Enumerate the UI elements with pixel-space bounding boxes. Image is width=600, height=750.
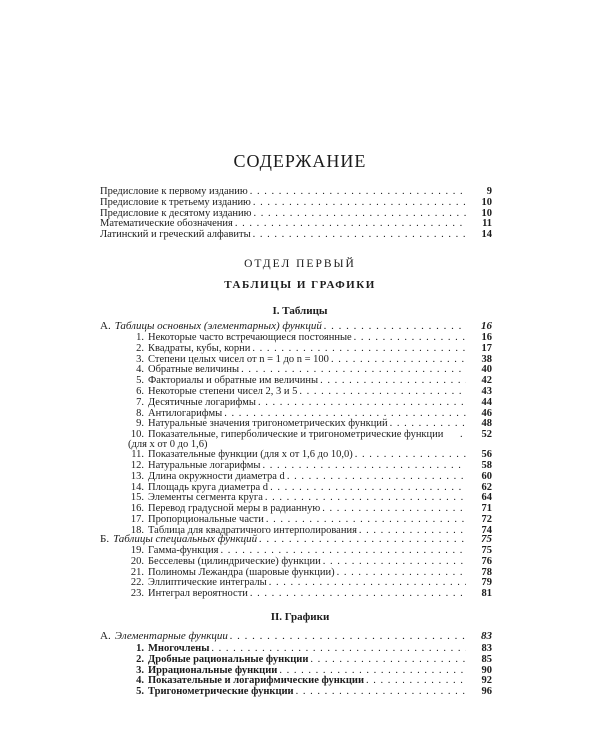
toc-entry[interactable]: 19. Гамма-функция . . . 75: [100, 546, 492, 557]
section-heading: [100, 319, 492, 333]
graph-list: [100, 644, 492, 698]
toc-entry[interactable]: 16. Перевод градусной меры в радианную . . . 71: [100, 504, 492, 515]
entry-text: Натуральные логарифмы: [148, 459, 261, 471]
section-entry[interactable]: [100, 532, 492, 546]
entry-page: 43: [481, 385, 492, 397]
entry-text: Полиномы Лежандра (шаровые функции): [148, 566, 335, 578]
toc-entry[interactable]: 13. Длина окружности диаметра d . . . 60: [100, 472, 492, 483]
section-entry[interactable]: [100, 629, 492, 643]
entry-page: 76: [481, 555, 492, 567]
entry-page: 83: [481, 630, 492, 642]
entry-text: Квадраты, кубы, корни: [148, 342, 251, 354]
section-entry[interactable]: [100, 319, 492, 333]
part-title: ТАБЛИЦЫ И ГРАФИКИ: [224, 279, 376, 291]
entry-page: 85: [481, 653, 492, 665]
entry-page: 92: [481, 675, 492, 687]
entry-page: 10: [481, 207, 492, 219]
entry-text: Иррациональные функции: [148, 664, 278, 676]
table-list: [100, 333, 492, 537]
entry-page: 38: [481, 353, 492, 365]
section-heading: [100, 532, 492, 546]
toc-entry[interactable]: 3. Иррациональные функции . . . 90: [100, 666, 492, 677]
toc-entry[interactable]: 5. Тригонометрические функции . . . 96: [100, 687, 492, 698]
toc-entry[interactable]: 3. Степени целых чисел от n = 1 до n = 100 . . . 38: [100, 355, 492, 366]
page-title: СОДЕРЖАНИЕ: [233, 151, 367, 171]
toc-entry[interactable]: [100, 198, 492, 209]
entry-text: Показательные, гиперболические и тригонометрические функции (для x от 0 до 1,6): [128, 429, 444, 451]
entry-text: Интеграл вероятности: [148, 588, 248, 600]
toc-entry[interactable]: 8. Антилогарифмы . . . 46: [100, 409, 492, 420]
entry-page: 83: [481, 643, 492, 654]
entry-text: Некоторые часто встречающиеся постоянные: [148, 332, 352, 343]
entry-text: Обратные величины: [148, 364, 240, 376]
entry-text: Предисловие к третьему изданию: [100, 196, 251, 208]
toc-entry[interactable]: 12. Натуральные логарифмы . . . 58: [100, 461, 492, 472]
entry-text: Математические обозначения: [100, 218, 233, 230]
toc-entry[interactable]: 4. Показательные и логарифмические функции . . . 92: [100, 676, 492, 687]
section-title: Элементарные функции: [114, 630, 228, 642]
toc-entry[interactable]: 15. Элементы сегмента круга . . . 64: [100, 493, 492, 504]
entry-text: Некоторые степени чисел 2, 3 и 5: [148, 385, 298, 397]
entry-text: Длина окружности диаметра d: [148, 470, 285, 482]
entry-text: Дробные рациональные функции: [148, 653, 309, 665]
section-letter: А.: [100, 630, 111, 642]
entry-page: 9: [486, 186, 492, 197]
chapter-title: I. Таблицы: [272, 305, 328, 317]
toc-entry[interactable]: 23. Интеграл вероятности . . . 81: [100, 589, 492, 600]
entry-text: Предисловие к десятому изданию: [100, 207, 252, 219]
entry-page: 78: [481, 566, 492, 578]
toc-entry[interactable]: 20. Бесселевы (цилиндрические) функции . . . 76: [100, 557, 492, 568]
entry-page: 75: [481, 545, 492, 556]
entry-page: 90: [481, 664, 492, 676]
toc-entry[interactable]: 1. Некоторые часто встречающиеся постоянные . . . 16: [100, 333, 492, 344]
entry-text: Таблица для квадратичного интерполирования: [148, 524, 357, 536]
entry-text: Показательные и логарифмические функции: [148, 675, 364, 687]
entry-text: Перевод градусной меры в радианную: [148, 503, 321, 515]
entry-text: Предисловие к первому изданию: [100, 186, 248, 197]
toc-entry[interactable]: 2. Дробные рациональные функции . . . 85: [100, 655, 492, 666]
entry-text: Многочлены: [148, 643, 210, 654]
entry-page: 16: [481, 332, 492, 343]
section-title: Таблицы специальных функций: [113, 533, 258, 545]
toc-entry[interactable]: 17. Пропорциональные части . . . 72: [100, 515, 492, 526]
toc-entry[interactable]: 4. Обратные величины . . . 40: [100, 365, 492, 376]
entry-page: 74: [481, 524, 492, 536]
toc-entry[interactable]: 14. Площадь круга диаметра d . . . 62: [100, 483, 492, 494]
toc-entry[interactable]: 11. Показательные функции (для x от 1,6 до 10,0) . . . 56: [100, 450, 492, 461]
toc-entry[interactable]: 5. Факториалы и обратные им величины . . . 42: [100, 376, 492, 387]
part-name: ОТДЕЛ ПЕРВЫЙ: [244, 258, 356, 270]
entry-page: 17: [481, 342, 492, 354]
section-letter: Б.: [100, 533, 110, 545]
chapter-title: II. Графики: [270, 611, 330, 623]
entry-page: 96: [481, 686, 492, 698]
toc-entry[interactable]: [100, 230, 492, 241]
preface-list: [100, 187, 492, 241]
special-table-list: [100, 546, 492, 600]
toc-entry[interactable]: 1. Многочлены . . . 83: [100, 644, 492, 655]
entry-page: 42: [481, 375, 492, 387]
toc-entry[interactable]: 21. Полиномы Лежандра (шаровые функции) . . . 78: [100, 568, 492, 579]
entry-page: 72: [481, 513, 492, 525]
entry-text: Факториалы и обратные им величины: [148, 375, 319, 387]
entry-page: 81: [481, 588, 492, 600]
entry-page: 62: [481, 481, 492, 493]
entry-text: Тригонометрические функции: [148, 686, 294, 698]
entry-text: Десятичные логарифмы: [148, 396, 256, 408]
toc-entry[interactable]: 18. Таблица для квадратичного интерполирования . . . 74: [100, 526, 492, 537]
entry-page: 44: [481, 396, 492, 408]
entry-page: 56: [481, 449, 492, 461]
entry-page: 46: [481, 407, 492, 419]
entry-page: 71: [481, 503, 492, 515]
entry-text: Степени целых чисел от n = 1 до n = 100: [148, 353, 329, 365]
entry-text: Пропорциональные части: [148, 513, 264, 525]
entry-page: 11: [482, 218, 492, 230]
entry-page: 79: [481, 577, 492, 589]
entry-page: 58: [481, 459, 492, 471]
entry-page: 40: [481, 364, 492, 376]
entry-page: 75: [481, 533, 492, 545]
toc-entry[interactable]: 10. Показательные, гиперболические и тригонометрические функции (для x от 0 до 1,6) . . . 52: [100, 430, 492, 450]
entry-text: Антилогарифмы: [148, 407, 223, 419]
entry-text: Латинский и греческий алфавиты: [100, 229, 251, 241]
entry-text: Бесселевы (цилиндрические) функции: [148, 555, 321, 567]
section-title: Таблицы основных (элементарных) функций: [114, 320, 322, 332]
entry-text: Натуральные значения тригонометрических функций: [148, 418, 388, 430]
toc-entry[interactable]: 7. Десятичные логарифмы . . . 44: [100, 398, 492, 409]
entry-text: Гамма-функция: [148, 545, 219, 556]
entry-page: 10: [481, 196, 492, 208]
entry-page: 52: [481, 429, 492, 441]
entry-text: Эллиптические интегралы: [148, 577, 267, 589]
entry-page: 16: [481, 320, 492, 332]
entry-text: Площадь круга диаметра d: [148, 481, 269, 493]
toc-entry[interactable]: 6. Некоторые степени чисел 2, 3 и 5 . . . 43: [100, 387, 492, 398]
entry-page: 64: [481, 492, 492, 504]
entry-page: 48: [481, 418, 492, 430]
entry-page: 60: [481, 470, 492, 482]
entry-page: 14: [481, 229, 492, 241]
entry-text: Элементы сегмента круга: [148, 492, 263, 504]
section-heading: [100, 629, 492, 643]
section-letter: А.: [100, 320, 111, 332]
toc-entry[interactable]: 2. Квадраты, кубы, корни . . . 17: [100, 344, 492, 355]
entry-text: Показательные функции (для x от 1,6 до 10,0): [148, 449, 353, 461]
toc-entry[interactable]: 9. Натуральные значения тригонометрических функций . . . 48: [100, 419, 492, 430]
toc-entry[interactable]: 22. Эллиптические интегралы . . . 79: [100, 578, 492, 589]
